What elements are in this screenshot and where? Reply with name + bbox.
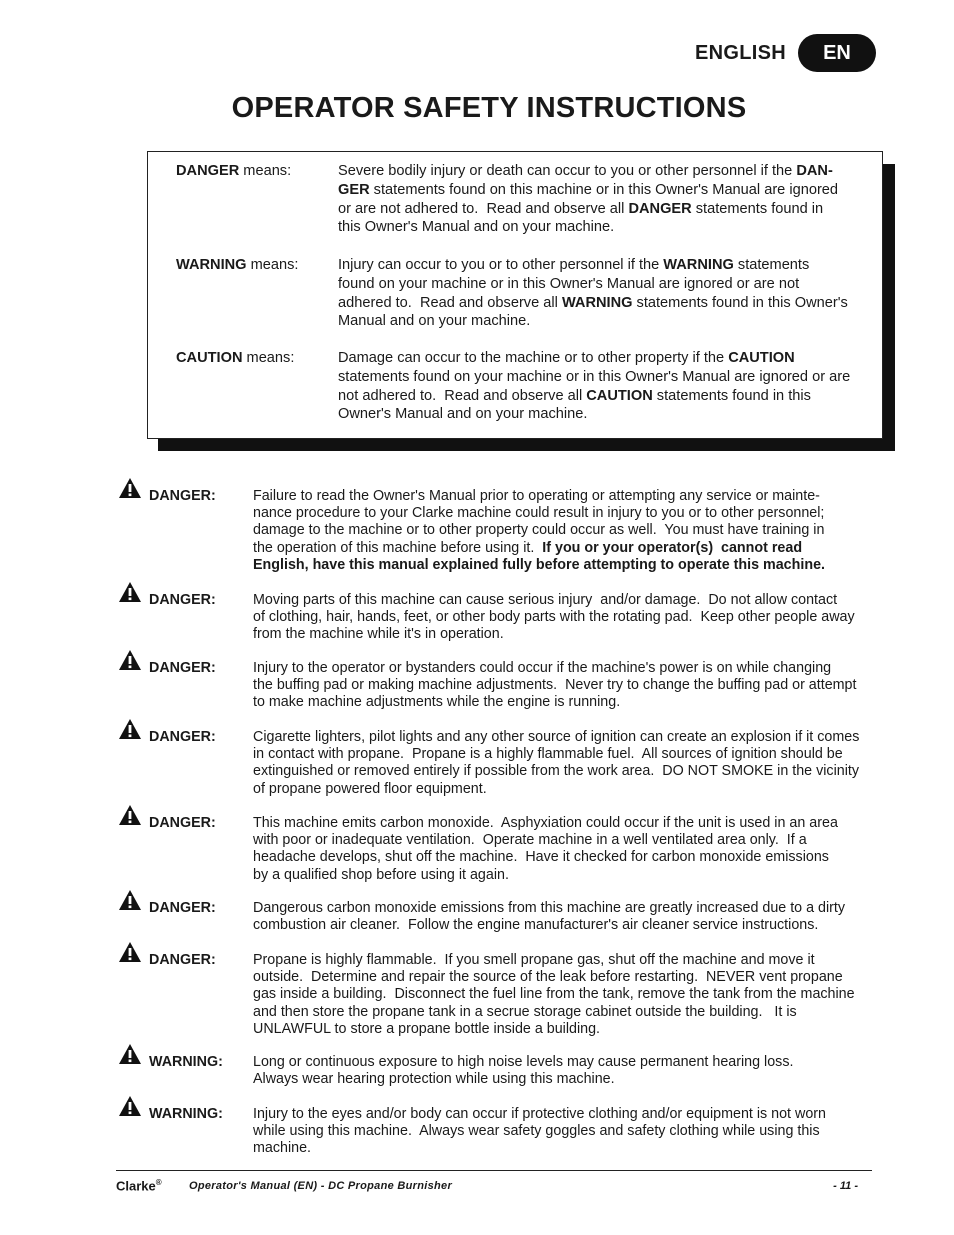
hazard-item (115, 592, 875, 644)
hazard-label: DANGER: (149, 729, 216, 745)
definition-means: means: (239, 163, 292, 179)
warning-triangle-icon (118, 1043, 142, 1065)
warning-triangle-icon (118, 649, 142, 671)
hazard-item (115, 952, 875, 1038)
definition-means: means: (242, 350, 295, 366)
definition-term: WARNING (176, 257, 247, 273)
definition-caution (176, 349, 876, 424)
warning-triangle-icon (118, 941, 142, 963)
hazard-label: WARNING: (149, 1054, 223, 1070)
hazard-text: Propane is highly flammable. If you smell propane gas, shut off the machine and move it outside. Determine and repair the source of the leak before restarting. NEVER vent propane gas inside a building. Disconnect the fuel line from the tank, remove the tank from the machine and then store the propane tank in a secrue storage cabinet outside the building. It is UNLAWFUL to store a propane bottle inside a building. (253, 952, 855, 1037)
hazard-label: DANGER: (149, 488, 216, 504)
hazard-item (115, 488, 875, 574)
manual-title: Operator's Manual (EN) - DC Propane Burnisher (189, 1180, 453, 1192)
language-label: ENGLISH (695, 41, 786, 64)
hazard-label: DANGER: (149, 592, 216, 608)
definition-text: Injury can occur to you or to other personnel if the WARNING statements found on your machine or in this Owner's Manual are ignored or are not adhered to. Read and observe all WARNING statements found in this Owner's Manual and on your machine. (338, 257, 848, 330)
hazard-label: DANGER: (149, 660, 216, 676)
definition-text: Damage can occur to the machine or to other property if the CAUTION statements found on your machine or in this Owner's Manual are ignored or are not adhered to. Read and observe all CAUTION statements found in this Owner's Manual and on your machine. (338, 350, 851, 423)
hazard-item (115, 660, 875, 712)
page-number: - 11 - (833, 1180, 858, 1192)
warning-triangle-icon (118, 581, 142, 603)
warning-triangle-icon (118, 1095, 142, 1117)
hazard-text: Moving parts of this machine can cause serious injury and/or damage. Do not allow contact of clothing, hair, hands, feet, or other body parts with the rotating pad. Keep other people away from the machine while it's in operation. (253, 592, 855, 643)
hazard-item (115, 729, 875, 798)
hazard-item (115, 1054, 875, 1088)
hazard-text: Cigarette lighters, pilot lights and any other source of ignition can create an explosion if it comes in contact with propane. Propane is a highly flammable fuel. All sources of ignition should be extinguished or removed entirely if possible from the work area. DO NOT SMOKE in the vicinity of propane powered floor equipment. (253, 729, 860, 797)
hazard-label: DANGER: (149, 952, 216, 968)
definition-text: Severe bodily injury or death can occur to you or other personnel if the DAN- GER statements found on this machine or in this Owner's Manual are ignored or are not adhered to. Read and observe all DANGER statements found in this Owner's Manual and on your machine. (338, 163, 839, 236)
hazard-text: Failure to read the Owner's Manual prior to operating or attempting any service or mainte- nance procedure to your Clarke machine could result in injury to you or to other personnel; damage to the machine or to other property could occur as well. You must have training in the operation of this machine before using it. If you or your operator(s) cannot read English, have this manual explained fully before attempting to operate this machine. (253, 488, 825, 573)
box-shadow-right (883, 164, 895, 451)
definition-warning (176, 256, 876, 331)
footer-divider (116, 1170, 872, 1171)
definition-means: means: (246, 257, 299, 273)
warning-triangle-icon (118, 804, 142, 826)
hazard-label: WARNING: (149, 1106, 223, 1122)
language-indicator (695, 34, 876, 72)
warning-triangle-icon (118, 889, 142, 911)
hazard-label: DANGER: (149, 815, 216, 831)
definitions-box (147, 151, 883, 439)
definition-term: CAUTION (176, 350, 243, 366)
brand-name: Clarke® (116, 1178, 162, 1194)
hazard-text: Dangerous carbon monoxide emissions from this machine are greatly increased due to a dirty combustion air cleaner. Follow the engine manufacturer's air cleaner service instructions. (253, 900, 846, 934)
hazard-text: Injury to the eyes and/or body can occur if protective clothing and/or equipment is not worn while using this machine. Always wear safety goggles and safety clothing while using this machine. (253, 1106, 826, 1157)
hazard-text: Long or continuous exposure to high noise levels may cause permanent hearing loss. Always wear hearing protection while using this machine. (253, 1054, 794, 1088)
hazard-label: DANGER: (149, 900, 216, 916)
hazard-item (115, 815, 875, 884)
hazard-item (115, 900, 875, 934)
warning-triangle-icon (118, 477, 142, 499)
definition-term: DANGER (176, 163, 240, 179)
language-badge: EN (798, 34, 876, 72)
box-shadow-bottom (158, 439, 895, 451)
hazard-text: Injury to the operator or bystanders could occur if the machine's power is on while changing the buffing pad or making machine adjustments. Never try to change the buffing pad or attempt to make machine adjustments while the engine is running. (253, 660, 857, 711)
hazard-item (115, 1106, 875, 1158)
hazard-text: This machine emits carbon monoxide. Asphyxiation could occur if the unit is used in an area with poor or inadequate ventilation. Operate machine in a well ventilated area only. If a headache develops, shut off the machine. Have it checked for carbon monoxide emissions by a qualified shop before using it again. (253, 815, 838, 883)
page-title: OPERATOR SAFETY INSTRUCTIONS (231, 92, 747, 124)
warning-triangle-icon (118, 718, 142, 740)
definition-danger (176, 162, 876, 237)
